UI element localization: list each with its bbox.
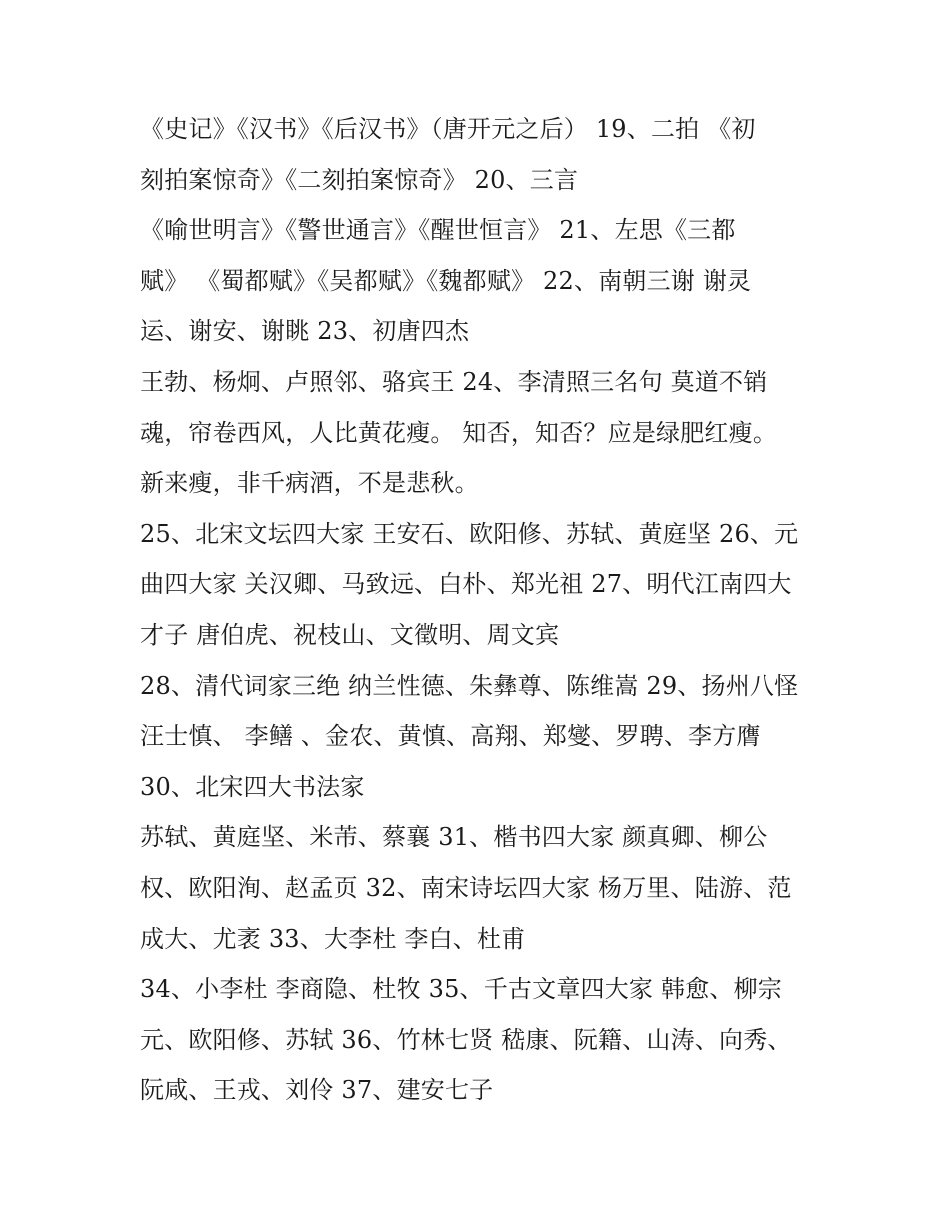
text-line: 王勃、杨炯、卢照邻、骆宾王 24、李清照三名句 莫道不销 xyxy=(140,367,768,396)
text-line: 25、北宋文坛四大家 王安石、欧阳修、苏轼、黄庭坚 26、元 xyxy=(140,519,799,548)
text-line: 元、欧阳修、苏轼 36、竹林七贤 嵇康、阮籍、山涛、向秀、 xyxy=(140,1025,792,1054)
text-line: 30、北宋四大书法家 xyxy=(140,772,365,801)
text-line: 刻拍案惊奇》《二刻拍案惊奇》 20、三言 xyxy=(140,165,579,194)
text-line: 34、小李杜 李商隐、杜牧 35、千古文章四大家 韩愈、柳宗 xyxy=(140,975,782,1004)
text-line: 权、欧阳洵、赵孟页 32、南宋诗坛四大家 杨万里、陆游、范 xyxy=(140,873,792,902)
text-line: 魂，帘卷西风，人比黄花瘦。 知否，知否？应是绿肥红瘦。 xyxy=(140,418,778,447)
text-line: 新来瘦，非千病酒，不是悲秋。 xyxy=(140,469,479,498)
text-line: 成大、尤袤 33、大李杜 李白、杜甫 xyxy=(140,924,526,953)
text-line: 苏轼、黄庭坚、米芾、蔡襄 31、楷书四大家 颜真卿、柳公 xyxy=(140,823,768,852)
text-line: 赋》 《蜀都赋》《吴都赋》《魏都赋》 22、南朝三谢 谢灵 xyxy=(140,266,752,295)
text-line: 曲四大家 关汉卿、马致远、白朴、郑光祖 27、明代江南四大 xyxy=(140,570,792,599)
text-line: 阮咸、王戎、刘伶 37、建安七子 xyxy=(140,1076,494,1105)
text-line: 28、清代词家三绝 纳兰性德、朱彝尊、陈维嵩 29、扬州八怪 xyxy=(140,671,799,700)
text-line: 汪士慎、 李鳝 、金农、黄慎、高翔、郑燮、罗聘、李方膺 xyxy=(140,722,761,751)
text-line: 运、谢安、谢眺 23、初唐四杰 xyxy=(140,317,470,346)
text-line: 才子 唐伯虎、祝枝山、文徵明、周文宾 xyxy=(140,620,560,649)
text-line: 《史记》《汉书》《后汉书》（唐开元之后） 19、二拍 《初 xyxy=(140,115,756,143)
text-line: 《喻世明言》《警世通言》《醒世恒言》 21、左思《三都 xyxy=(140,216,736,245)
document-body xyxy=(140,104,840,1116)
